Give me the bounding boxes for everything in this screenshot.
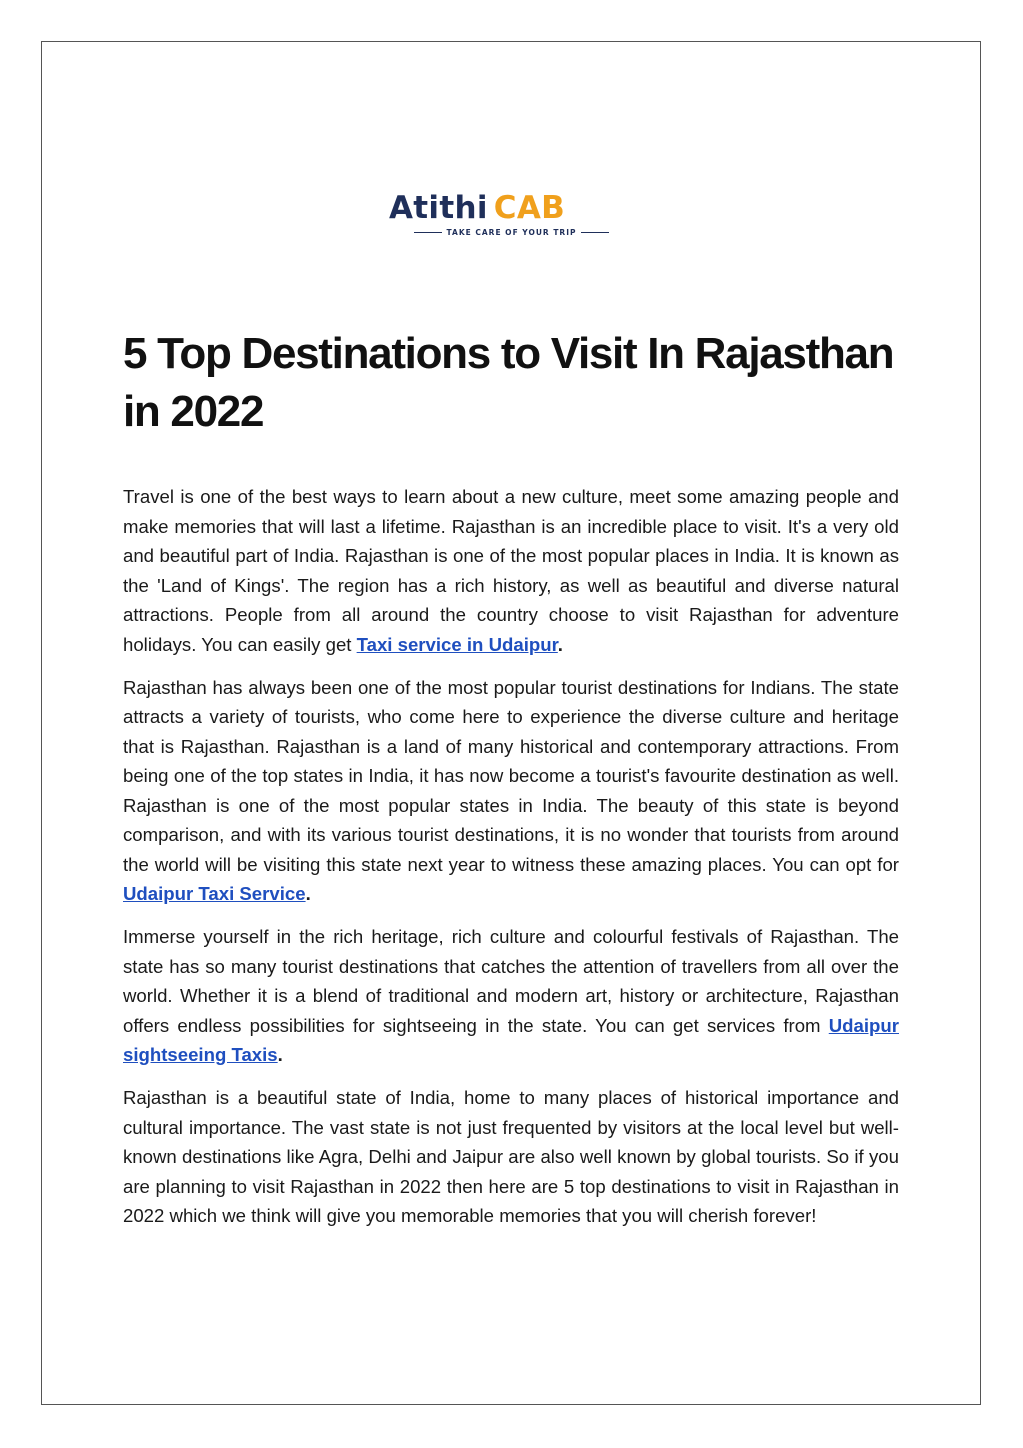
- tagline-dash-right: [581, 232, 609, 233]
- paragraph-2-end: .: [305, 883, 311, 904]
- logo-wordmark: [389, 188, 565, 228]
- logo-brand-part2: CAB: [493, 190, 566, 226]
- paragraph-3-text: Immerse yourself in the rich heritage, rich culture and colourful festivals of Rajasthan. The state has so many tourist destinations that catches the attention of travellers from all over the world. Whether it is a blend of traditional and modern art, history or architecture, Rajasthan offers endless possibilities for sightseeing in the state. You can get services from: [123, 926, 899, 1036]
- paragraph-1-text: Travel is one of the best ways to learn about a new culture, meet some amazing people and make memories that will last a lifetime. Rajasthan is an incredible place to visit. It's a very old and beautiful part of India. Rajasthan is one of the most popular places in India. It is known as the 'Land of Kings'. The region has a rich history, as well as beautiful and diverse natural attractions. People from all around the country choose to visit Rajasthan for adventure holidays. You can easily get: [123, 486, 899, 655]
- udaipur-sightseeing-taxis-link[interactable]: Udaipur sightseeing Taxis: [123, 1014, 899, 1065]
- logo-brand-part1: Atithi: [389, 190, 488, 226]
- paragraph-2: [123, 673, 899, 909]
- taxi-service-udaipur-link[interactable]: Taxi service in Udaipur: [356, 633, 558, 655]
- article-title: 5 Top Destinations to Visit In Rajasthan in 2022: [123, 329, 894, 436]
- paragraph-1-end: .: [557, 633, 563, 655]
- paragraph-1: [123, 482, 899, 659]
- paragraph-2-text: Rajasthan has always been one of the most popular tourist destinations for Indians. The state attracts a variety of tourists, who come here to experience the diverse culture and heritage that is Rajasthan. Rajasthan is a land of many historical and contemporary attractions. From being one of the top states in India, it has now become a tourist's favourite destination as well. Rajasthan is one of the most popular states in India. The beauty of this state is beyond comparison, and with its various tourist destinations, it is no wonder that tourists from around the world will be visiting this state next year to witness these amazing places. You can opt for: [123, 676, 899, 875]
- paragraph-4: [123, 1083, 899, 1231]
- tagline-dash-left: [414, 232, 442, 233]
- paragraph-3-end: .: [277, 1044, 283, 1065]
- paragraph-4-text: Rajasthan is a beautiful state of India, home to many places of historical importance and cultural importance. The vast state is not just frequented by visitors at the local level but well-known destinations like Agra, Delhi and Jaipur are also well known by global tourists. So if you are planning to visit Rajasthan in 2022 then here are 5 top destinations to visit in Rajasthan in 2022 which we think will give you memorable memories that you will cherish forever!: [123, 1087, 899, 1226]
- logo-tagline: [389, 228, 634, 237]
- article-body: [123, 482, 899, 1244]
- udaipur-taxi-service-link[interactable]: Udaipur Taxi Service: [123, 883, 306, 904]
- tagline-text: TAKE CARE OF YOUR TRIP: [446, 228, 577, 237]
- paragraph-3: [123, 922, 899, 1070]
- atithi-cab-logo: [389, 188, 634, 248]
